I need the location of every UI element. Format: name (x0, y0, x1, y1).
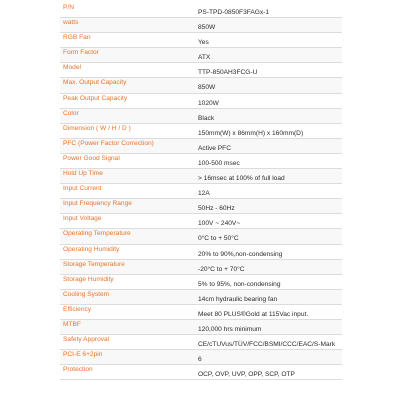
spec-label: Input Current (63, 185, 102, 193)
spec-value: > 16msec at 100% of full load (198, 175, 285, 183)
spec-value: 120,000 hrs minimum (198, 325, 262, 333)
spec-value: 5% to 95%, non-condensing (198, 280, 281, 288)
spec-row (60, 320, 342, 335)
spec-row (60, 199, 342, 214)
spec-value: 150mm(W) x 86mm(H) x 160mm(D) (198, 129, 304, 137)
spec-row (60, 290, 342, 305)
spec-value: 850W (198, 84, 216, 92)
spec-row (60, 94, 342, 109)
spec-label: Power Good Signal (63, 154, 120, 162)
spec-row (60, 260, 342, 275)
spec-label: Form Factor (63, 49, 99, 57)
spec-row (60, 365, 342, 380)
spec-value: Yes (198, 39, 209, 47)
spec-label: Input Voltage (63, 215, 102, 223)
spec-label: Safety Approval (63, 336, 110, 344)
spec-row (60, 109, 342, 124)
spec-value: TTP-850AH3FCG-U (198, 69, 258, 77)
spec-row (60, 229, 342, 244)
spec-row (60, 245, 342, 260)
spec-row (60, 63, 342, 78)
spec-label: Model (63, 64, 81, 72)
spec-label: Color (63, 109, 79, 117)
spec-row (60, 169, 342, 184)
spec-value: 6 (198, 356, 202, 364)
spec-value: 50Hz - 60Hz (198, 205, 235, 213)
spec-row (60, 305, 342, 320)
spec-value: Active PFC (198, 144, 231, 152)
spec-table (60, 3, 342, 380)
spec-value: ATX (198, 54, 211, 62)
spec-label: RGB Fan (63, 34, 91, 42)
spec-label: Operating Humidity (63, 245, 120, 253)
spec-row (60, 3, 342, 18)
spec-value: -20°C to + 70°C (198, 265, 245, 273)
spec-row (60, 184, 342, 199)
spec-label: Storage Temperature (63, 260, 125, 268)
spec-value: 20% to 90%,non-condensing (198, 250, 283, 258)
spec-row (60, 78, 342, 93)
spec-label: Hold Up Time (63, 170, 103, 178)
spec-label: P/N (63, 4, 74, 11)
spec-value: Black (198, 114, 215, 122)
spec-label: Input Frequency Range (63, 200, 132, 208)
spec-label: watts (63, 19, 79, 27)
spec-row (60, 214, 342, 229)
spec-label: MTBF (63, 320, 81, 328)
spec-row (60, 33, 342, 48)
spec-value: OCP, OVP, UVP, OPP, SCP, OTP (198, 371, 295, 379)
spec-value: 1020W (198, 99, 219, 107)
spec-label: PFC (Power Factor Correction) (63, 139, 154, 147)
spec-value: 100-500 msec (198, 159, 240, 167)
spec-value: 12A (198, 190, 210, 198)
spec-label: PCI-E 6+2pin (63, 351, 103, 359)
spec-label: Peak Output Capacity (63, 94, 128, 102)
spec-label: Efficiency (63, 305, 92, 313)
spec-row (60, 124, 342, 139)
spec-row (60, 275, 342, 290)
spec-value: PS-TPD-0850F3FAGx-1 (198, 9, 270, 16)
spec-value: 100V ~ 240V~ (198, 220, 241, 228)
spec-row (60, 48, 342, 63)
spec-label: Max. Output Capacity (63, 79, 127, 87)
spec-value: 0°C to + 50°C (198, 235, 239, 243)
spec-value: Meet 80 PLUS®Gold at 115Vac input. (198, 310, 309, 318)
spec-value: 850W (198, 24, 216, 32)
spec-label: Dimension ( W / H / D ) (63, 124, 131, 132)
spec-label: Protection (63, 366, 93, 374)
spec-row (60, 18, 342, 33)
spec-label: Storage Humidity (63, 275, 114, 283)
spec-label: Cooling System (63, 290, 110, 298)
spec-label: Operating Temperature (63, 230, 131, 238)
spec-row (60, 335, 342, 350)
spec-row (60, 350, 342, 365)
spec-row (60, 139, 342, 154)
spec-value: CE/cTUVus/TÜV/FCC/BSMI/CCC/EAC/S-Mark (198, 341, 336, 349)
spec-row (60, 154, 342, 169)
spec-value: 14cm hydraulic bearing fan (198, 295, 278, 303)
